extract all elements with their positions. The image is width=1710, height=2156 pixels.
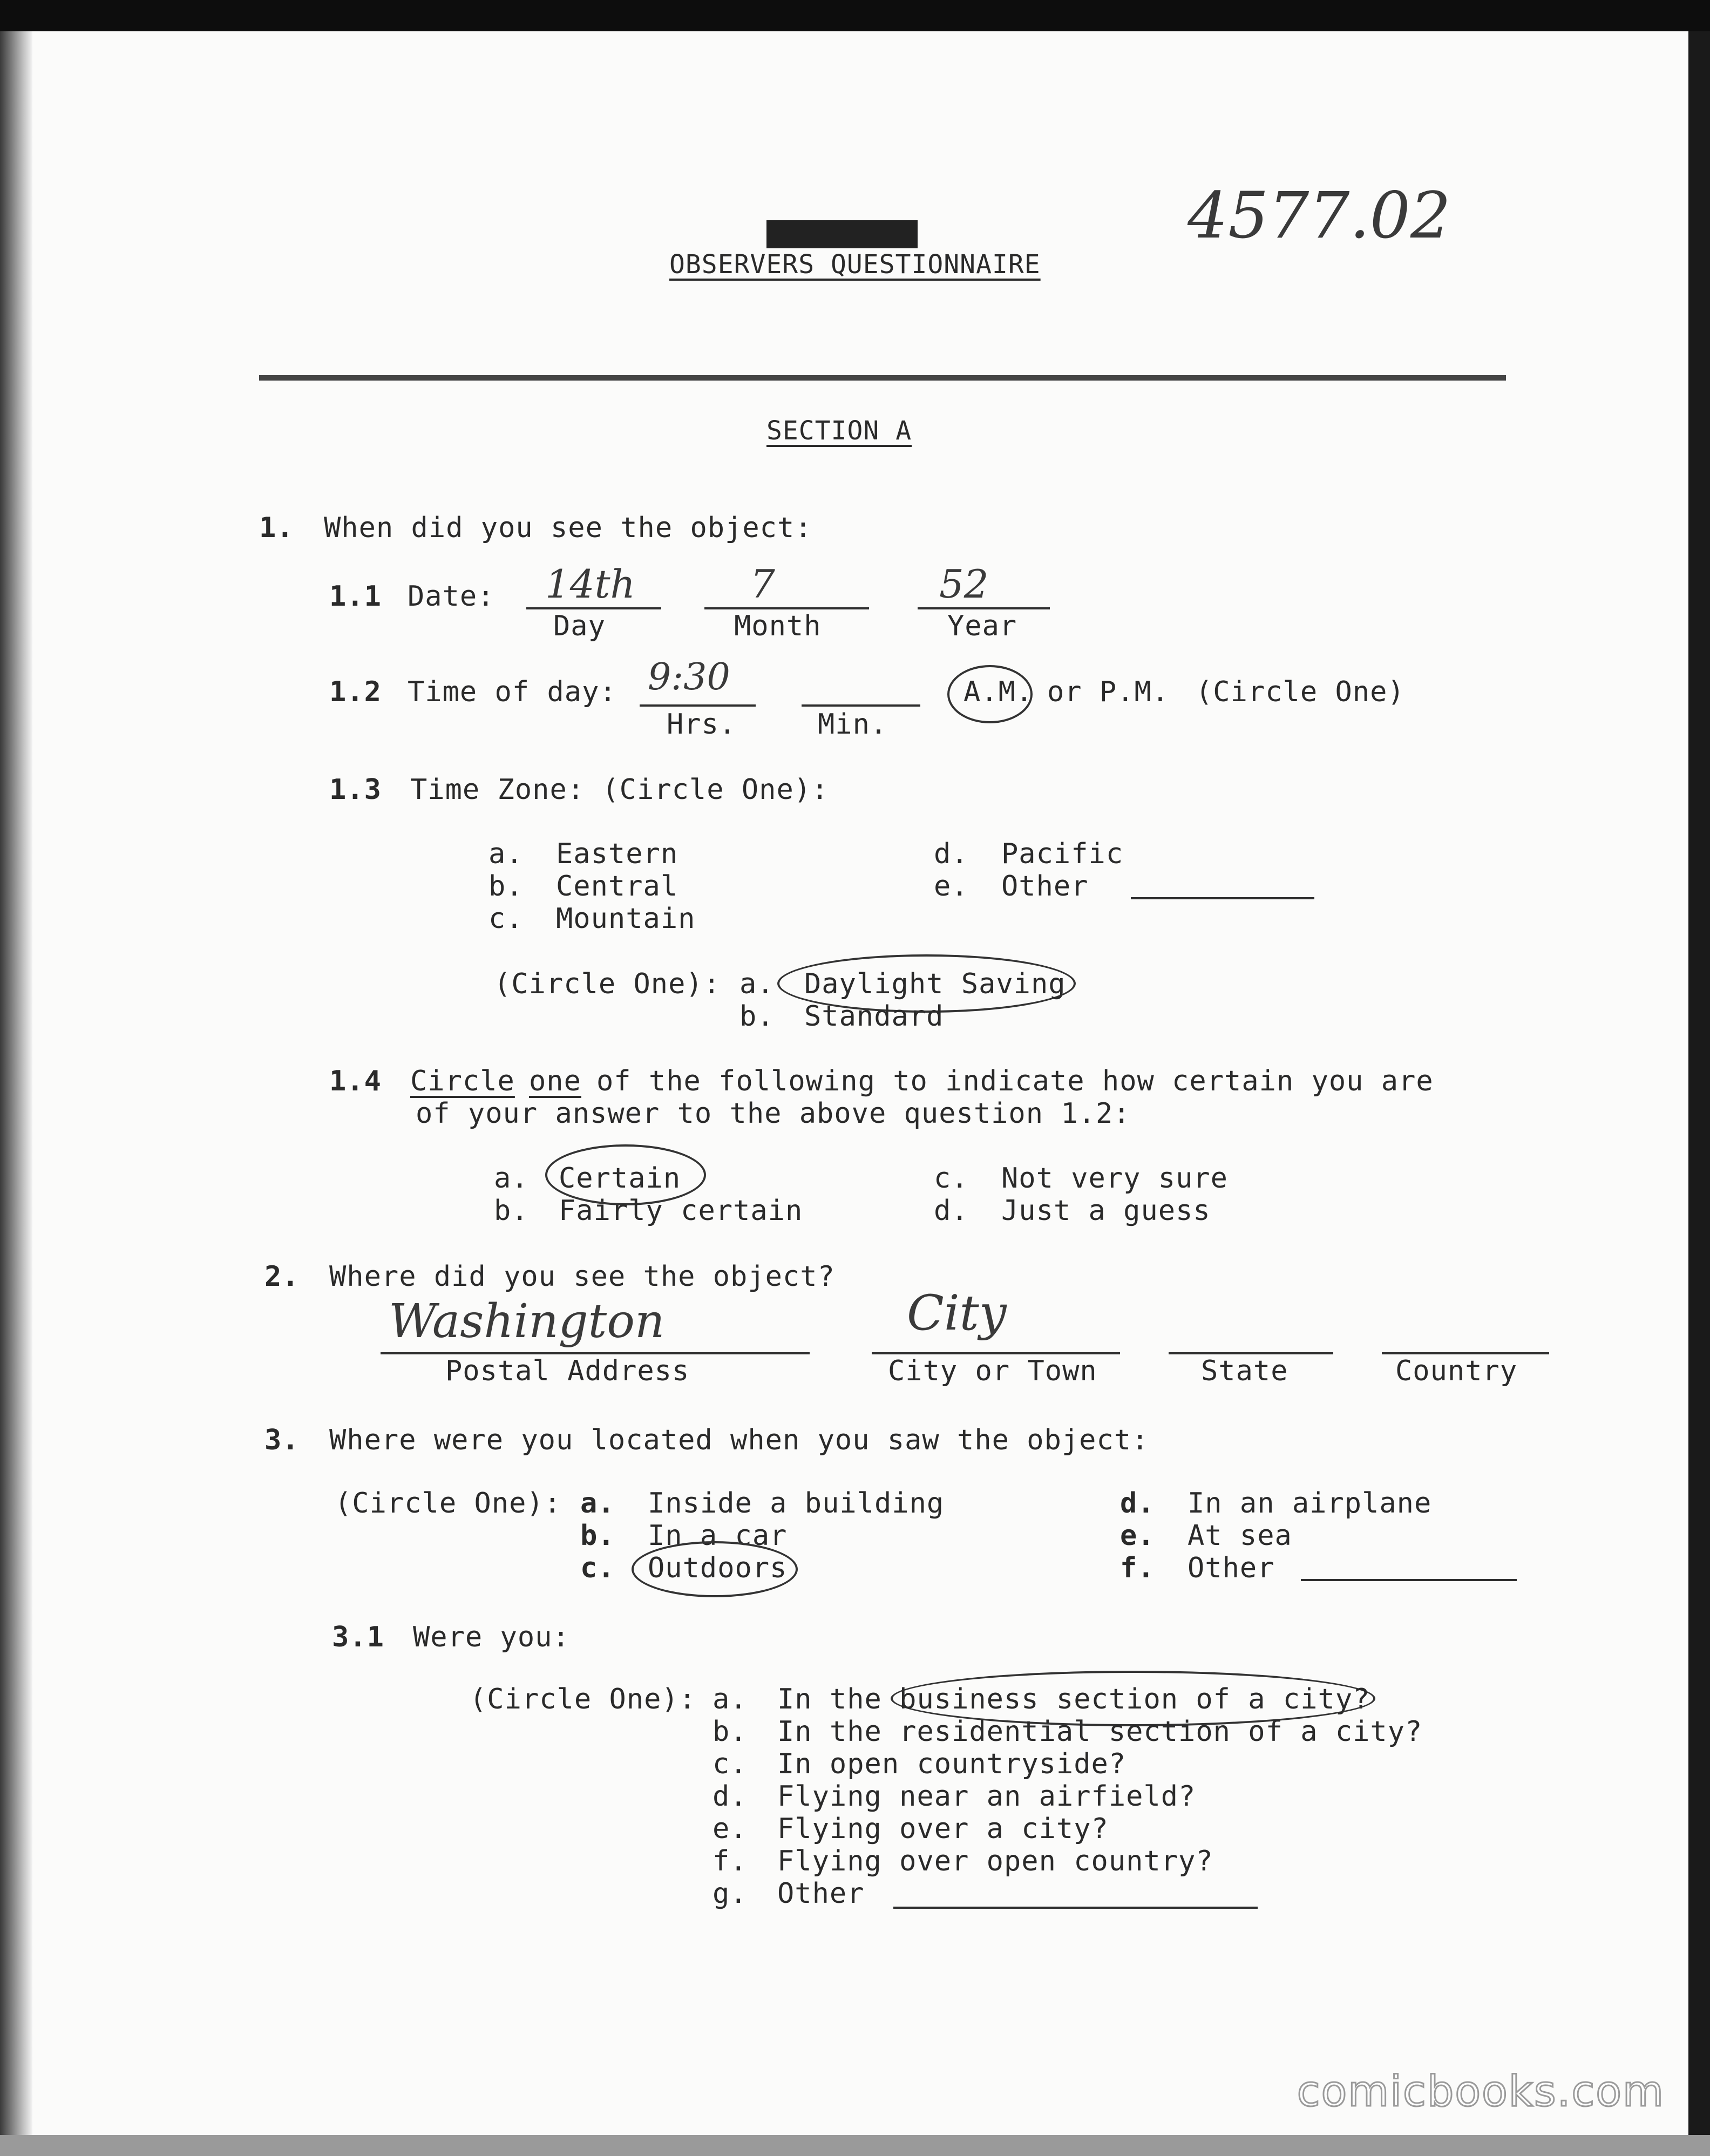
- q3-1-option-over-city: Flying over a city?: [777, 1813, 1109, 1845]
- date-label: Date:: [408, 580, 495, 613]
- date-day-value: 14th: [545, 561, 635, 607]
- q3-option-building: Inside a building: [648, 1487, 945, 1520]
- q3-1-letter-d: d.: [712, 1780, 748, 1813]
- zone-letter-d: d.: [934, 838, 969, 870]
- date-day-line: [526, 607, 661, 609]
- date-year-value: 52: [939, 561, 989, 607]
- zone-option-eastern: Eastern: [556, 838, 678, 870]
- q1-number: 1.: [259, 512, 294, 544]
- date-year-line: [918, 607, 1050, 609]
- postal-address-caption: Postal Address: [445, 1355, 690, 1387]
- city-caption: City or Town: [888, 1355, 1097, 1387]
- state-caption: State: [1201, 1355, 1288, 1387]
- date-month-line: [704, 607, 869, 609]
- q3-1-option-business: In the business section of a city?: [777, 1683, 1370, 1716]
- certainty-circle-word: Circle: [410, 1065, 515, 1097]
- time-hours-value: 9:30: [648, 656, 730, 699]
- q3-number: 3.: [264, 1424, 300, 1456]
- certainty-letter-b: b.: [494, 1195, 529, 1227]
- q2-number: 2.: [264, 1260, 300, 1293]
- q3-1-letter-g: g.: [712, 1877, 748, 1910]
- q3-1-option-countryside: In open countryside?: [777, 1748, 1127, 1780]
- saving-option-daylight: Daylight Saving: [804, 968, 1066, 1000]
- zone-letter-a: a.: [488, 838, 524, 870]
- time-hours-caption: Hrs.: [667, 708, 737, 741]
- state-line: [1169, 1352, 1333, 1354]
- country-caption: Country: [1395, 1355, 1518, 1387]
- section-heading: SECTION A: [766, 416, 912, 446]
- q3-1-option-open-country: Flying over open country?: [777, 1845, 1213, 1877]
- saving-letter-a: a.: [739, 968, 775, 1000]
- q3-1-letter-e: e.: [712, 1813, 748, 1845]
- saving-option-standard: Standard: [804, 1000, 944, 1033]
- zone-letter-c: c.: [488, 903, 524, 935]
- q3-1-letter-f: f.: [712, 1845, 748, 1877]
- time-am-option: A.M.: [963, 676, 1034, 708]
- postal-address-line: [381, 1352, 810, 1354]
- time-pm-option: or P.M.: [1047, 676, 1170, 708]
- certainty-one-word: one: [529, 1065, 581, 1097]
- certainty-option-fairly: Fairly certain: [559, 1195, 803, 1227]
- q3-1-letter-b: b.: [712, 1716, 748, 1748]
- zone-option-mountain: Mountain: [556, 903, 696, 935]
- zone-label: Time Zone: (Circle One):: [410, 774, 829, 806]
- document-title: OBSERVERS QUESTIONNAIRE: [669, 249, 1041, 280]
- q3-letter-f: f.: [1120, 1552, 1155, 1584]
- date-year-caption: Year: [947, 610, 1017, 642]
- q3-option-airplane: In an airplane: [1188, 1487, 1432, 1520]
- q3-1-number: 3.1: [332, 1621, 384, 1653]
- certainty-letter-c: c.: [934, 1162, 969, 1195]
- q3-circle-instruction: (Circle One):: [335, 1487, 561, 1520]
- q3-option-outdoors: Outdoors: [648, 1552, 788, 1584]
- scan-edge-bottom: [0, 2135, 1710, 2156]
- handwritten-doc-number: 4577.02: [1188, 178, 1451, 253]
- zone-letter-b: b.: [488, 870, 524, 903]
- certainty-option-certain: Certain: [559, 1162, 681, 1195]
- postal-address-value: Washington: [389, 1294, 665, 1348]
- zone-option-central: Central: [556, 870, 678, 903]
- zone-letter-e: e.: [934, 870, 969, 903]
- q3-1-text: Were you:: [413, 1621, 570, 1653]
- scan-edge-top: [0, 0, 1710, 31]
- q3-letter-c: c.: [580, 1552, 615, 1584]
- q1-text: When did you see the object:: [324, 512, 812, 544]
- time-label: Time of day:: [408, 676, 617, 708]
- city-line: [872, 1352, 1120, 1354]
- scan-edge-left: [0, 31, 32, 2156]
- time-hours-line: [640, 704, 756, 707]
- certainty-letter-a: a.: [494, 1162, 529, 1195]
- q3-1-option-airfield: Flying near an airfield?: [777, 1780, 1196, 1813]
- q3-letter-e: e.: [1120, 1520, 1155, 1552]
- zone-option-pacific: Pacific: [1001, 838, 1124, 870]
- q3-letter-d: d.: [1120, 1487, 1155, 1520]
- date-month-caption: Month: [734, 610, 822, 642]
- q1-3-number: 1.3: [329, 774, 382, 806]
- country-line: [1382, 1352, 1549, 1354]
- time-minutes-line: [802, 704, 920, 707]
- certainty-letter-d: d.: [934, 1195, 969, 1227]
- watermark: comicbooks.com: [1297, 2067, 1665, 2116]
- q3-1-letter-c: c.: [712, 1748, 748, 1780]
- date-month-value: 7: [750, 561, 775, 607]
- q3-1-other-line: [893, 1907, 1258, 1909]
- certainty-option-guess: Just a guess: [1001, 1195, 1211, 1227]
- q3-text: Where were you located when you saw the object:: [329, 1424, 1149, 1456]
- q3-1-letter-a: a.: [712, 1683, 748, 1716]
- q3-option-car: In a car: [648, 1520, 788, 1552]
- q3-option-other: Other: [1188, 1552, 1275, 1584]
- zone-option-other: Other: [1001, 870, 1089, 903]
- saving-letter-b: b.: [739, 1000, 775, 1033]
- q3-other-line: [1301, 1579, 1517, 1581]
- date-day-caption: Day: [553, 610, 606, 642]
- saving-circle-instruction: (Circle One):: [494, 968, 721, 1000]
- certainty-option-not-sure: Not very sure: [1001, 1162, 1228, 1195]
- scan-edge-right: [1688, 31, 1710, 2156]
- q1-1-number: 1.1: [329, 580, 382, 613]
- time-circle-instruction: (Circle One): [1196, 676, 1405, 708]
- q1-2-number: 1.2: [329, 676, 382, 708]
- certainty-text-line1: of the following to indicate how certain you are: [596, 1065, 1434, 1097]
- city-value: City: [907, 1285, 1007, 1341]
- header-rule: [259, 375, 1506, 381]
- q2-text: Where did you see the object?: [329, 1260, 835, 1293]
- q3-letter-a: a.: [580, 1487, 615, 1520]
- q3-letter-b: b.: [580, 1520, 615, 1552]
- q3-option-sea: At sea: [1188, 1520, 1292, 1552]
- redaction-mark: [766, 220, 918, 248]
- q1-4-number: 1.4: [329, 1065, 382, 1097]
- time-minutes-caption: Min.: [818, 708, 888, 741]
- q3-1-option-residential: In the residential section of a city?: [777, 1716, 1423, 1748]
- q3-1-circle-instruction: (Circle One):: [470, 1683, 696, 1716]
- certainty-text-line2: of your answer to the above question 1.2:: [416, 1097, 1131, 1130]
- q3-1-option-other: Other: [777, 1877, 865, 1910]
- zone-other-line: [1131, 897, 1314, 899]
